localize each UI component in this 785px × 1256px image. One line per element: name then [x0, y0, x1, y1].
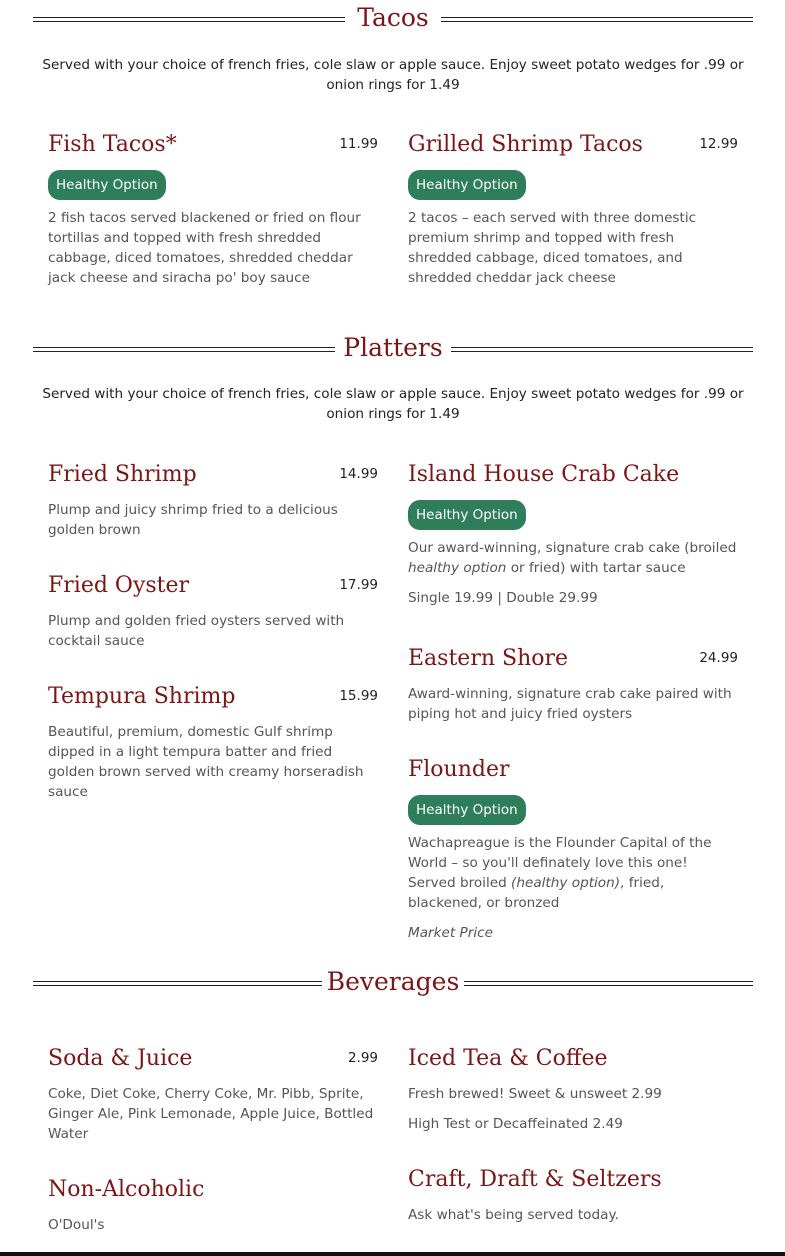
- menu-item-tempura-shrimp: [48, 682, 378, 802]
- item-name: Tempura Shrimp: [48, 684, 236, 709]
- menu-item-non-alcoholic: [48, 1175, 378, 1235]
- item-prices: Single 19.99 | Double 29.99: [408, 590, 598, 606]
- item-price: 24.99: [699, 650, 738, 666]
- item-description: Beautiful, premium, domestic Gulf shrimp dipped in a light tempura batter and fried golden brown served with creamy horseradish sauce: [48, 724, 364, 800]
- divider-right: [451, 347, 753, 352]
- desc-text: Our award-winning, signature crab cake (broiled: [408, 540, 737, 556]
- healthy-option-badge: Healthy Option: [408, 500, 526, 530]
- item-name: Craft, Draft & Seltzers: [408, 1167, 662, 1192]
- item-name: Non-Alcoholic: [48, 1177, 205, 1202]
- item-price: 17.99: [339, 577, 378, 593]
- item-description: [408, 833, 738, 913]
- item-description: Coke, Diet Coke, Cherry Coke, Mr. Pibb, Sprite, Ginger Ale, Pink Lemonade, Apple Juice, Bottled Water: [48, 1086, 374, 1142]
- item-description: 2 fish tacos served blackened or fried on flour tortillas and topped with fresh shredded cabbage, diced tomatoes, shredded cheddar jack cheese and siracha po' boy sauce: [48, 210, 361, 286]
- item-name: Island House Crab Cake: [408, 462, 680, 487]
- section-title: Tacos: [357, 3, 429, 32]
- menu-item-crab-cake: [408, 460, 738, 608]
- section-intro: Served with your choice of french fries, cole slaw or apple sauce. Enjoy sweet potato wedges for .99 or onion rings for 1.49: [42, 386, 744, 422]
- item-name: Fried Oyster: [48, 573, 190, 598]
- menu-item-grilled-shrimp-tacos: [408, 130, 738, 288]
- item-description: O'Doul's: [48, 1217, 105, 1233]
- section-title: Platters: [343, 333, 443, 362]
- item-name: Iced Tea & Coffee: [408, 1046, 608, 1071]
- healthy-option-badge: Healthy Option: [408, 170, 526, 200]
- menu-item-soda-juice: [48, 1044, 378, 1144]
- item-description: 2 tacos – each served with three domestic premium shrimp and topped with fresh shredded cabbage, diced tomatoes, and shredded cheddar jack cheese: [408, 210, 697, 286]
- menu-item-iced-tea-coffee: [408, 1044, 738, 1134]
- item-price: 15.99: [339, 688, 378, 704]
- section-header-tacos: [33, 0, 753, 40]
- item-price: 12.99: [699, 136, 738, 152]
- healthy-option-badge: Healthy Option: [408, 795, 526, 825]
- item-price: 11.99: [339, 136, 378, 152]
- item-name: Fish Tacos*: [48, 132, 177, 157]
- item-description-extra: High Test or Decaffeinated 2.49: [408, 1116, 623, 1132]
- desc-emphasis: (healthy option): [511, 875, 621, 891]
- item-description: Plump and juicy shrimp fried to a delicious golden brown: [48, 502, 338, 538]
- desc-text: , fried, blackened, or bronzed: [408, 875, 665, 911]
- menu-item-fried-shrimp: [48, 460, 378, 540]
- item-description: Fresh brewed! Sweet & unsweet 2.99: [408, 1086, 662, 1102]
- item-description: Plump and golden fried oysters served with cocktail sauce: [48, 613, 345, 649]
- item-description: Ask what's being served today.: [408, 1207, 619, 1223]
- item-price: 14.99: [339, 466, 378, 482]
- footer-bar: [0, 1252, 785, 1256]
- healthy-option-badge: Healthy Option: [48, 170, 166, 200]
- item-name: Grilled Shrimp Tacos: [408, 132, 643, 157]
- section-intro: Served with your choice of french fries, cole slaw or apple sauce. Enjoy sweet potato wedges for .99 or onion rings for 1.49: [42, 57, 744, 93]
- desc-text: Wachapreague is the Flounder Capital of the World – so you'll definately love this one! Served broiled: [408, 835, 712, 891]
- item-name: Fried Shrimp: [48, 462, 197, 487]
- item-price: 2.99: [347, 1050, 378, 1066]
- desc-emphasis: healthy option: [408, 560, 507, 576]
- divider-right: [441, 17, 753, 22]
- item-description: [408, 538, 738, 578]
- divider-right: [464, 981, 753, 986]
- section-header-beverages: [33, 964, 753, 1004]
- item-description: Award-winning, signature crab cake paired with piping hot and juicy fried oysters: [408, 686, 732, 722]
- menu-item-eastern-shore: [408, 644, 738, 724]
- item-name: Flounder: [408, 757, 510, 782]
- desc-text: or fried) with tartar sauce: [506, 560, 686, 576]
- menu-item-fried-oyster: [48, 571, 378, 651]
- item-name: Soda & Juice: [48, 1046, 193, 1071]
- item-name: Eastern Shore: [408, 646, 569, 671]
- menu-item-fish-tacos: [48, 130, 378, 288]
- menu-item-flounder: [408, 755, 738, 943]
- menu-item-craft-draft-seltzers: [408, 1165, 738, 1225]
- section-header-platters: [33, 330, 753, 370]
- section-title: Beverages: [326, 967, 460, 996]
- item-price-note: Market Price: [408, 925, 493, 941]
